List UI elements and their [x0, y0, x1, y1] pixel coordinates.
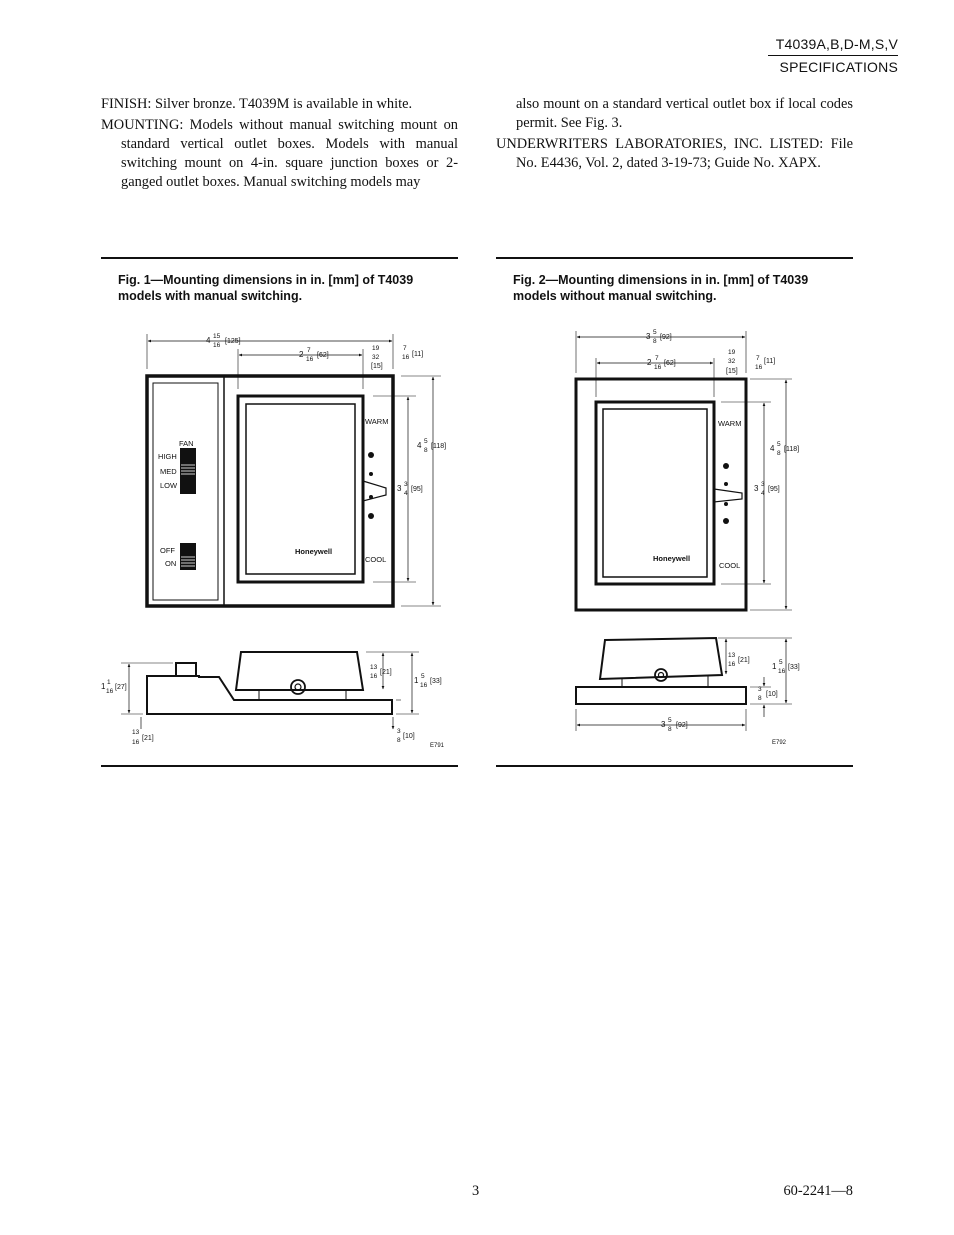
svg-text:5: 5: [421, 673, 425, 680]
setpoint-lever: [363, 481, 386, 501]
svg-text:13: 13: [728, 652, 736, 659]
finish-paragraph: FINISH: Silver bronze. T4039M is available in white.: [101, 96, 413, 112]
svg-text:7: 7: [307, 347, 311, 354]
svg-text:3: 3: [754, 484, 759, 493]
svg-text:8: 8: [668, 726, 672, 733]
wallplate-outline: [576, 379, 746, 610]
svg-text:16: 16: [728, 661, 736, 668]
svg-text:16: 16: [755, 364, 763, 371]
honeywell-logo: Honeywell: [653, 554, 691, 563]
high-label: HIGH: [158, 452, 177, 461]
figure-1-drawing: [101, 259, 458, 765]
setpoint-dot: [723, 518, 729, 524]
setpoint-dot: [724, 502, 728, 506]
svg-text:13: 13: [132, 729, 140, 736]
svg-text:8: 8: [777, 450, 781, 457]
svg-text:[92]: [92]: [676, 722, 688, 729]
figure-2-code: E792: [772, 740, 787, 746]
setpoint-dot: [723, 463, 729, 469]
svg-text:[21]: [21]: [380, 669, 392, 676]
svg-text:[125]: [125]: [225, 338, 241, 345]
thermostat-cover-inner: [603, 409, 707, 577]
svg-text:4: 4: [206, 336, 211, 345]
svg-text:16: 16: [778, 668, 786, 675]
svg-text:1: 1: [107, 679, 111, 686]
svg-text:16: 16: [654, 364, 662, 371]
cool-label: COOL: [365, 555, 387, 564]
svg-text:4: 4: [761, 490, 765, 497]
cool-label: COOL: [719, 561, 741, 570]
section-title: SPECIFICATIONS: [779, 59, 898, 75]
svg-text:16: 16: [402, 354, 410, 361]
svg-text:4: 4: [417, 441, 422, 450]
off-label: OFF: [160, 546, 175, 555]
svg-text:4: 4: [770, 444, 775, 453]
svg-text:1: 1: [101, 682, 106, 691]
svg-text:3: 3: [758, 686, 762, 693]
svg-text:8: 8: [397, 737, 401, 744]
svg-text:[11]: [11]: [412, 351, 424, 358]
setpoint-dot: [368, 452, 374, 458]
svg-text:[95]: [95]: [411, 486, 423, 493]
low-label: LOW: [160, 481, 178, 490]
side-view-screw: [291, 680, 305, 694]
svg-text:3: 3: [646, 332, 651, 341]
svg-text:5: 5: [779, 659, 783, 666]
figure-2-drawing: [496, 259, 853, 765]
svg-text:13: 13: [370, 664, 378, 671]
side-view-screw: [655, 669, 667, 681]
right-text-column: [496, 95, 853, 175]
ul-listing-paragraph: UNDERWRITERS LABORATORIES, INC. LISTED: File No. E4436, Vol. 2, dated 3-19-73; Guide No. XAPX.: [496, 136, 853, 171]
side-view-switch-knob: [176, 663, 196, 676]
svg-text:2: 2: [647, 358, 652, 367]
svg-text:[118]: [118]: [431, 443, 447, 450]
svg-text:7: 7: [756, 355, 760, 362]
svg-text:3: 3: [404, 481, 408, 488]
mounting-paragraph: MOUNTING: Models without manual switching mount on standard vertical outlet boxes. Models with manual switching mount on 4-in. square junction boxes or 2-ganged outlet boxes. Manual switching models may: [101, 117, 458, 190]
svg-text:3: 3: [397, 484, 402, 493]
svg-text:[33]: [33]: [430, 678, 442, 685]
svg-text:4: 4: [404, 490, 408, 497]
svg-text:7: 7: [655, 355, 659, 362]
setpoint-lever: [714, 489, 742, 502]
svg-text:5: 5: [424, 438, 428, 445]
svg-text:[21]: [21]: [738, 657, 750, 664]
figure-1-caption: Fig. 1—Mounting dimensions in in. [mm] of T4039 models with manual switching.: [118, 273, 414, 303]
setpoint-dot: [368, 513, 374, 519]
warm-label: WARM: [365, 417, 389, 426]
svg-text:[15]: [15]: [726, 368, 738, 375]
left-text-column: [101, 95, 458, 194]
side-view-base: [147, 676, 392, 714]
setpoint-dot: [369, 472, 373, 476]
svg-text:[10]: [10]: [403, 733, 415, 740]
svg-text:[11]: [11]: [764, 358, 776, 365]
svg-text:19: 19: [728, 349, 736, 356]
svg-text:3: 3: [661, 720, 666, 729]
svg-text:16: 16: [306, 356, 314, 363]
svg-text:32: 32: [372, 354, 380, 361]
svg-text:1: 1: [414, 676, 419, 685]
svg-text:16: 16: [132, 739, 140, 746]
svg-text:5: 5: [653, 329, 657, 336]
svg-text:[33]: [33]: [788, 664, 800, 671]
svg-text:[95]: [95]: [768, 486, 780, 493]
figure-2-caption: Fig. 2—Mounting dimensions in in. [mm] of T4039 models without manual switching.: [513, 273, 809, 303]
svg-text:5: 5: [777, 441, 781, 448]
svg-text:16: 16: [370, 673, 378, 680]
setpoint-dot: [724, 482, 728, 486]
warm-label: WARM: [718, 419, 742, 428]
svg-text:[21]: [21]: [142, 735, 154, 742]
model-number: T4039A,B,D-M,S,V: [775, 36, 898, 52]
svg-text:3: 3: [397, 728, 401, 735]
document-header: [658, 35, 898, 77]
svg-text:[27]: [27]: [115, 684, 127, 691]
svg-text:8: 8: [758, 695, 762, 702]
fan-label: FAN: [179, 439, 194, 448]
side-view-base: [576, 687, 746, 704]
figure-1-code: E791: [430, 743, 445, 749]
on-label: ON: [165, 559, 177, 568]
svg-text:16: 16: [420, 682, 428, 689]
svg-text:16: 16: [106, 688, 114, 695]
document-number: 60-2241—8: [783, 1183, 853, 1199]
svg-text:2: 2: [299, 350, 304, 359]
svg-text:32: 32: [728, 358, 736, 365]
header-rule: [768, 55, 898, 56]
svg-text:5: 5: [668, 717, 672, 724]
svg-text:1: 1: [772, 662, 777, 671]
svg-text:7: 7: [403, 345, 407, 352]
svg-text:[15]: [15]: [371, 363, 383, 370]
svg-text:[62]: [62]: [317, 352, 329, 359]
svg-text:19: 19: [372, 345, 380, 352]
svg-text:[62]: [62]: [664, 360, 676, 367]
svg-text:3: 3: [761, 481, 765, 488]
mounting-continued-paragraph: also mount on a standard vertical outlet box if local codes permit. See Fig. 3.: [516, 96, 853, 131]
page-number: 3: [472, 1183, 480, 1199]
svg-text:[10]: [10]: [766, 691, 778, 698]
figure-1: [101, 257, 458, 767]
svg-text:[118]: [118]: [784, 446, 800, 453]
figure-2: [496, 257, 853, 767]
honeywell-logo: Honeywell: [295, 547, 333, 556]
svg-text:8: 8: [424, 447, 428, 454]
svg-text:[92]: [92]: [660, 334, 672, 341]
svg-text:8: 8: [653, 338, 657, 345]
med-label: MED: [160, 467, 177, 476]
svg-text:15: 15: [213, 333, 221, 340]
svg-text:16: 16: [213, 342, 221, 349]
